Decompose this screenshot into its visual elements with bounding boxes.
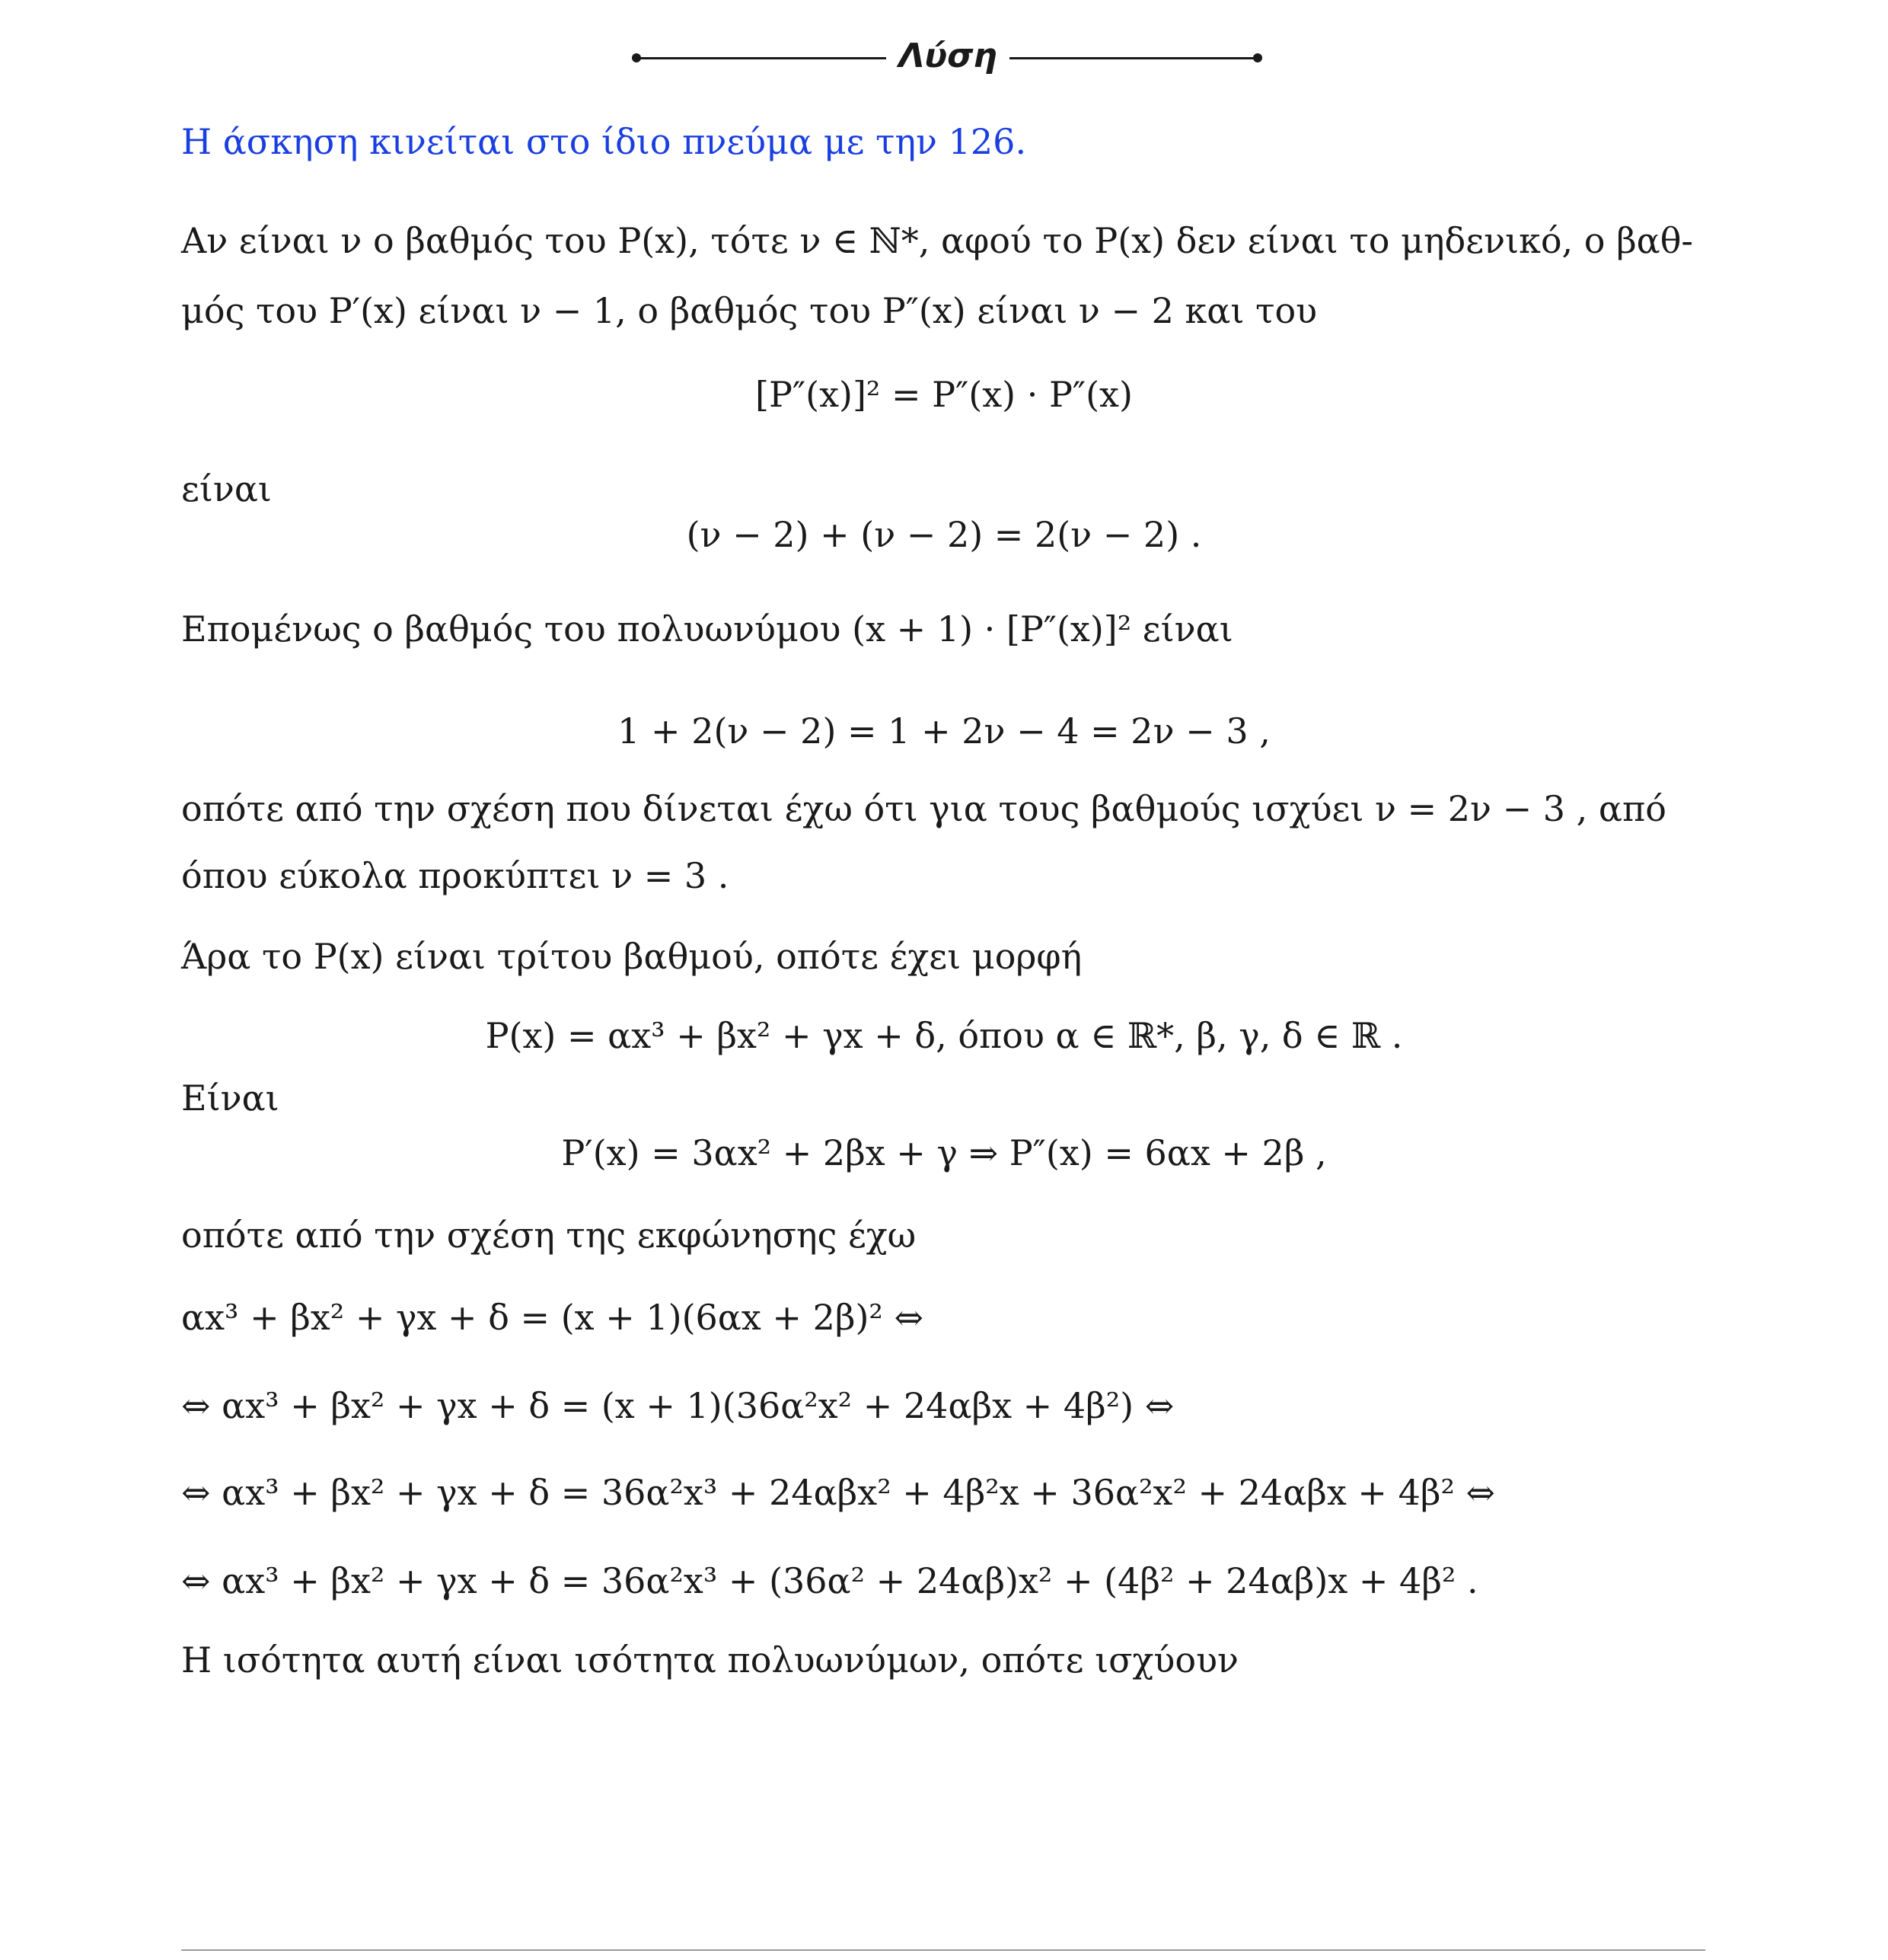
solution-title: Λύση (898, 37, 997, 75)
text-line: Άρα το P(x) είναι τρίτου βαθμού, οπότε έχει μορφή (181, 936, 1083, 977)
header-dot-right (1253, 53, 1262, 62)
text-line: Αν είναι ν ο βαθμός του P(x), τότε ν ∈ ℕ*, αφού το P(x) δεν είναι το μηδενικό, ο βαθ- (181, 220, 1693, 261)
text-line: είναι (181, 468, 272, 509)
equation: [P″(x)]² = P″(x) · P″(x) (755, 374, 1133, 415)
text-line: Είναι (181, 1077, 279, 1119)
header-rule-left (638, 57, 886, 59)
equation: ⇔ αx³ + βx² + γx + δ = 36α²x³ + 24αβx² + 4β²x + 36α²x² + 24αβx + 4β² ⇔ (181, 1472, 1496, 1513)
text-line: Η ισότητα αυτή είναι ισότητα πολυωνύμων, οπότε ισχύουν (181, 1639, 1239, 1681)
equation: 1 + 2(ν − 2) = 1 + 2ν − 4 = 2ν − 3 , (617, 710, 1271, 752)
equation: P′(x) = 3αx² + 2βx + γ ⇒ P″(x) = 6αx + 2β , (561, 1132, 1327, 1173)
equation: ⇔ αx³ + βx² + γx + δ = 36α²x³ + (36α² + 24αβ)x² + (4β² + 24αβ)x + 4β² . (181, 1560, 1478, 1601)
equation: ⇔ αx³ + βx² + γx + δ = (x + 1)(36α²x² + 24αβx + 4β²) ⇔ (181, 1385, 1175, 1426)
footer-rule (181, 1949, 1705, 1951)
equation: P(x) = αx³ + βx² + γx + δ, όπου α ∈ ℝ*, β, γ, δ ∈ ℝ . (485, 1015, 1403, 1056)
equation: (ν − 2) + (ν − 2) = 2(ν − 2) . (686, 514, 1202, 555)
header-rule-right (1009, 57, 1258, 59)
intro-note: Η άσκηση κινείται στο ίδιο πνεύμα με την 126. (181, 121, 1027, 162)
text-line: μός του P′(x) είναι ν − 1, ο βαθμός του P″(x) είναι ν − 2 και του (181, 290, 1318, 331)
solution-header (632, 32, 1256, 81)
text-line: όπου εύκολα προκύπτει ν = 3 . (181, 855, 729, 896)
text-line: οπότε από την σχέση που δίνεται έχω ότι για τους βαθμούς ισχύει ν = 2ν − 3 , από (181, 788, 1666, 829)
equation: αx³ + βx² + γx + δ = (x + 1)(6αx + 2β)² ⇔ (181, 1297, 924, 1338)
text-line: οπότε από την σχέση της εκφώνησης έχω (181, 1215, 917, 1256)
text-line: Επομένως ο βαθμός του πολυωνύμου (x + 1) · [P″(x)]² είναι (181, 608, 1233, 650)
